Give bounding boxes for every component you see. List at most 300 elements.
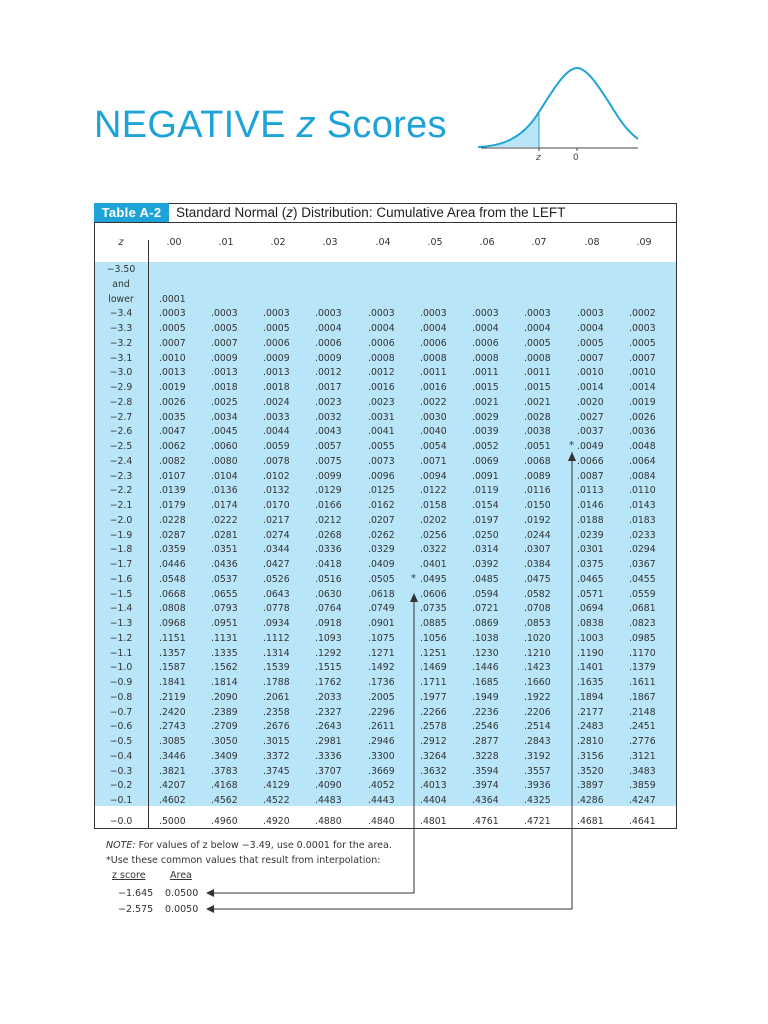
table-cell: .3050: [211, 736, 238, 747]
normal-curve-diagram: [478, 60, 638, 170]
table-cell: .0681: [629, 603, 656, 615]
table-cell: .0003: [211, 308, 238, 320]
column-header: .09: [636, 237, 652, 248]
table-cell: .0066: [577, 455, 604, 467]
table-cell: .0044: [263, 426, 290, 438]
table-cell: .0307: [524, 544, 551, 556]
table-cell: .0004: [577, 323, 604, 334]
interp-line: *Use these common values that result from interpolation:: [106, 855, 381, 866]
z-row-label: −3.4: [109, 308, 133, 320]
table-cell: .0548: [159, 573, 186, 585]
interp-z-2: −2.575: [118, 904, 154, 915]
table-cell: .0559: [629, 588, 656, 600]
table-cell: .2611: [368, 721, 395, 733]
column-header: .02: [270, 237, 286, 248]
table-cell: .0808: [159, 603, 186, 615]
table-cell: .0035: [159, 411, 186, 423]
table-cell: .0139: [159, 485, 186, 497]
z-row-label: −1.9: [109, 529, 133, 541]
column-header: .01: [218, 237, 234, 248]
table-cell: .0344: [263, 544, 290, 556]
note-text: For values of z below −3.49, use 0.0001 for the area.: [135, 840, 392, 851]
table-cell: .4286: [577, 795, 604, 806]
table-cell: .1210: [524, 647, 551, 659]
table-cell: .1020: [524, 632, 551, 644]
table-cell: .0104: [211, 470, 238, 482]
table-cell: .0183: [629, 514, 656, 526]
table-cell: .0262: [368, 529, 395, 541]
table-cell: .0051: [524, 441, 551, 452]
table-cell: .1814: [211, 677, 238, 688]
z-row-label: −2.7: [109, 411, 133, 423]
table-cell: .0006: [315, 337, 342, 349]
table-cell: .0008: [420, 352, 447, 364]
z-row-label: −1.7: [109, 559, 133, 570]
table-cell: .2981: [315, 736, 342, 747]
table-cell: .0015: [524, 382, 551, 393]
table-cell: .1003: [577, 632, 604, 644]
z-row-label: −2.3: [109, 470, 133, 482]
table-cell: .0005: [263, 323, 290, 334]
table-cell: .0132: [263, 485, 290, 497]
table-cell: .3446: [159, 750, 186, 762]
table-cell: .2005: [368, 691, 395, 703]
table-cell: .3632: [420, 765, 447, 777]
z-row-label: −2.1: [109, 500, 133, 511]
table-cell: .0007: [159, 337, 186, 349]
table-cell: .0107: [159, 470, 186, 482]
table-cell: .0099: [315, 470, 342, 482]
table-cell: .2843: [524, 736, 551, 747]
table-cell: .2327: [315, 706, 342, 718]
table-cell: .0049: [577, 441, 604, 452]
table-cell: .0060: [211, 441, 238, 452]
table-cell: .5000: [159, 815, 186, 827]
table-cell: .0027: [577, 411, 604, 423]
table-cell: .4325: [524, 795, 551, 806]
table-cell: .0032: [315, 411, 342, 423]
table-cell: .3974: [472, 780, 499, 792]
table-cell: .3264: [420, 750, 447, 762]
column-header-row: [94, 228, 677, 256]
table-cell: .4562: [211, 795, 238, 806]
table-cell: .0057: [315, 441, 342, 452]
table-cell: .0268: [315, 529, 342, 541]
table-cell: .0778: [263, 603, 290, 615]
z-row-label: −1.5: [109, 588, 133, 600]
table-cell: .0004: [315, 323, 342, 334]
table-cell: .0202: [420, 514, 447, 526]
table-cell: .3936: [524, 780, 551, 792]
table-cell: .0003: [524, 308, 551, 320]
table-cell: .0030: [420, 411, 447, 423]
table-caption: [176, 203, 565, 222]
table-cell: .0039: [472, 426, 499, 438]
table-cell: .0008: [368, 352, 395, 364]
interp-area-2: 0.0050: [165, 904, 199, 915]
table-cell: .2296: [368, 706, 395, 718]
table-cell: .0004: [368, 323, 395, 334]
table-cell: .2514: [524, 721, 551, 733]
table-cell: .0003: [159, 308, 186, 320]
z-row-label: −3.2: [109, 337, 133, 349]
table-cell: .0062: [159, 441, 186, 452]
table-cell: .2177: [577, 706, 604, 718]
table-cell: .1515: [315, 662, 342, 674]
table-cell: .0102: [263, 470, 290, 482]
table-cell: .4483: [315, 795, 342, 806]
table-cell: .0951: [211, 618, 238, 629]
table-cell: .0749: [368, 603, 395, 615]
table-cell: .0735: [420, 603, 447, 615]
table-cell: .0047: [159, 426, 186, 438]
table-cell: .2119: [159, 691, 186, 703]
table-cell: .0064: [629, 455, 656, 467]
table-cell: .0094: [420, 470, 447, 482]
z-row-label: −0.0: [109, 815, 133, 827]
table-cell: .1379: [629, 662, 656, 674]
table-cell: .0015: [472, 382, 499, 393]
table-cell: .0003: [315, 308, 342, 320]
table-cell: .0192: [524, 514, 551, 526]
table-cell: .0084: [629, 470, 656, 482]
table-cell: .4920: [263, 815, 290, 827]
table-cell: .0033: [263, 411, 290, 423]
z-row-label: −1.4: [109, 603, 133, 615]
table-cell: .3228: [472, 750, 499, 762]
z-row-label: −0.5: [109, 736, 133, 747]
table-cell: .4641: [629, 815, 656, 827]
table-cell: .0010: [577, 367, 604, 379]
table-cell: .2389: [211, 706, 238, 718]
table-cell: .3483: [629, 765, 656, 777]
table-cell: .0228: [159, 514, 186, 526]
z-row-label: −2.6: [109, 426, 133, 438]
table-cell: .0793: [211, 603, 238, 615]
table-title-bar: [94, 203, 677, 223]
table-cell: .0838: [577, 618, 604, 629]
table-cell: .0014: [577, 382, 604, 393]
table-cell: .0004: [472, 323, 499, 334]
table-cell: .0003: [368, 308, 395, 320]
table-cell: .3409: [211, 750, 238, 762]
z-row-label: −0.4: [109, 750, 133, 762]
table-cell: .0853: [524, 618, 551, 629]
table-cell: .0059: [263, 441, 290, 452]
table-cell: .0150: [524, 500, 551, 511]
table-cell: .0110: [629, 485, 656, 497]
table-cell: .0136: [211, 485, 238, 497]
page-title: [94, 104, 447, 147]
table-cell: .0003: [263, 308, 290, 320]
table-cell: .2266: [420, 706, 447, 718]
z-row-label: −0.1: [109, 795, 133, 806]
table-cell: .0351: [211, 544, 238, 556]
table-cell: .0023: [315, 396, 342, 408]
table-cell: .3707: [315, 765, 342, 777]
table-cell: .0495: [420, 573, 447, 585]
table-cell: .3300: [368, 750, 395, 762]
table-cell: .0019: [629, 396, 656, 408]
table-cell: .0329: [368, 544, 395, 556]
table-cell: .0418: [315, 559, 342, 570]
table-cell: .1894: [577, 691, 604, 703]
table-cell: .0003: [629, 323, 656, 334]
table-cell: .0179: [159, 500, 186, 511]
table-cell: .0516: [315, 573, 342, 585]
table-cell: .0016: [420, 382, 447, 393]
table-cell: .1977: [420, 691, 447, 703]
table-cell: .1112: [263, 632, 290, 644]
table-cell: .0031: [368, 411, 395, 423]
table-cell: .3520: [577, 765, 604, 777]
table-cell: .0052: [472, 441, 499, 452]
table-cell: .1335: [211, 647, 238, 659]
table-cell: .0618: [368, 588, 395, 600]
table-cell: .0918: [315, 618, 342, 629]
table-cell: .3015: [263, 736, 290, 747]
table-cell: .0655: [211, 588, 238, 600]
table-cell: .1271: [368, 647, 395, 659]
table-cell: .0436: [211, 559, 238, 570]
table-cell: .4404: [420, 795, 447, 806]
table-cell: .0006: [368, 337, 395, 349]
table-cell: .2206: [524, 706, 551, 718]
table-cell: .0008: [524, 352, 551, 364]
table-cell: .0129: [315, 485, 342, 497]
table-cell: .0018: [263, 382, 290, 393]
table-cell: .4681: [577, 815, 604, 827]
table-cell: .0287: [159, 529, 186, 541]
z-row-label: −3.3: [109, 323, 133, 334]
table-cell: .0721: [472, 603, 499, 615]
table-cell: .1736: [368, 677, 395, 688]
table-cell: .0010: [629, 367, 656, 379]
table-cell: .0162: [368, 500, 395, 511]
column-header: .07: [531, 237, 547, 248]
table-cell: .1093: [315, 632, 342, 644]
table-cell: .0367: [629, 559, 656, 570]
table-cell: .0011: [524, 367, 551, 379]
table-cell: .0125: [368, 485, 395, 497]
table-cell: .1660: [524, 677, 551, 688]
table-cell: .0091: [472, 470, 499, 482]
table-cell: .0018: [211, 382, 238, 393]
table-cell: .0384: [524, 559, 551, 570]
table-cell: .1762: [315, 677, 342, 688]
table-cell: .0146: [577, 500, 604, 511]
z-row-label: −2.5: [109, 441, 133, 452]
table-cell: .0485: [472, 573, 499, 585]
z-row-label: −1.3: [109, 618, 133, 629]
table-cell: .0505: [368, 573, 395, 585]
table-cell: .1075: [368, 632, 395, 644]
table-cell: .0217: [263, 514, 290, 526]
table-cell: .1469: [420, 662, 447, 674]
table-cell: .0174: [211, 500, 238, 511]
table-cell: .4721: [524, 815, 551, 827]
z-row-label: −2.9: [109, 382, 133, 393]
table-cell: .0008: [472, 352, 499, 364]
table-cell: .1788: [263, 677, 290, 688]
table-cell: .1841: [159, 677, 186, 688]
table-cell: .0096: [368, 470, 395, 482]
interp-header-area: Area: [170, 870, 192, 881]
table-cell: .0036: [629, 426, 656, 438]
z-row-label: −1.6: [109, 573, 133, 585]
table-cell: .0017: [315, 382, 342, 393]
table-cell: .0119: [472, 485, 499, 497]
table-cell: .2676: [263, 721, 290, 733]
table-cell: .0166: [315, 500, 342, 511]
table-cell: .0708: [524, 603, 551, 615]
curve-zero-label: 0: [573, 153, 579, 163]
table-cell: .4364: [472, 795, 499, 806]
table-cell: .0020: [577, 396, 604, 408]
table-cell: .1492: [368, 662, 395, 674]
table-cell: .3594: [472, 765, 499, 777]
table-cell: .0080: [211, 455, 238, 467]
column-header: .03: [322, 237, 338, 248]
interpolation-asterisk: *: [411, 572, 416, 584]
table-cell: .0009: [263, 352, 290, 364]
table-cell: .0040: [420, 426, 447, 438]
table-cell: .0075: [315, 455, 342, 467]
note-label: NOTE:: [106, 840, 136, 851]
table-cell: .0012: [368, 367, 395, 379]
table-cell: .0045: [211, 426, 238, 438]
table-cell: .0006: [472, 337, 499, 349]
table-cell: .0869: [472, 618, 499, 629]
caption-pre: Standard Normal (: [176, 205, 287, 220]
table-cell: .0537: [211, 573, 238, 585]
table-cell: .0427: [263, 559, 290, 570]
table-cell: .0013: [159, 367, 186, 379]
table-cell: .0116: [524, 485, 551, 497]
table-cell: .3192: [524, 750, 551, 762]
table-cell: .0087: [577, 470, 604, 482]
table-cell: .2578: [420, 721, 447, 733]
table-cell: .1562: [211, 662, 238, 674]
table-cell: .0019: [159, 382, 186, 393]
table-cell: .0069: [472, 455, 499, 467]
title-main: NEGATIVE: [94, 104, 286, 146]
z-row-label: −2.2: [109, 485, 133, 497]
table-cell: .3783: [211, 765, 238, 777]
table-cell: .0016: [368, 382, 395, 393]
table-cell: .0078: [263, 455, 290, 467]
table-cell: .4522: [263, 795, 290, 806]
z-row-label: −0.2: [109, 780, 133, 792]
title-z: z: [296, 104, 316, 146]
table-cell: .0188: [577, 514, 604, 526]
table-cell: .0006: [420, 337, 447, 349]
table-notes: [106, 838, 392, 868]
table-cell: .0170: [263, 500, 290, 511]
table-cell: .0011: [472, 367, 499, 379]
table-cell: .0038: [524, 426, 551, 438]
interp-z-1: −1.645: [118, 888, 154, 899]
table-cell: .0028: [524, 411, 551, 423]
table-cell: .1190: [577, 647, 604, 659]
table-cell: .4247: [629, 795, 656, 806]
table-cell: .1056: [420, 632, 447, 644]
table-cell: .2643: [315, 721, 342, 733]
table-cell: .0968: [159, 618, 186, 629]
table-cell: .0446: [159, 559, 186, 570]
table-cell: .0055: [368, 441, 395, 452]
table-cell: .3121: [629, 750, 656, 762]
table-cell: .4960: [211, 815, 238, 827]
table-cell: .2776: [629, 736, 656, 747]
table-cell: .2483: [577, 721, 604, 733]
table-cell: .0409: [368, 559, 395, 570]
z-row-label: −2.4: [109, 455, 133, 467]
table-cell: .1539: [263, 662, 290, 674]
table-cell: .0143: [629, 500, 656, 511]
z-row-label: −0.6: [109, 721, 133, 733]
table-cell: .1423: [524, 662, 551, 674]
table-cell: .1292: [315, 647, 342, 659]
table-cell: .0010: [159, 352, 186, 364]
table-cell: .0002: [629, 308, 656, 320]
table-cell: .0009: [211, 352, 238, 364]
table-cell: .1170: [629, 647, 656, 659]
table-cell: .0026: [159, 396, 186, 408]
shaded-left-area: [478, 112, 539, 147]
table-cell: .2148: [629, 706, 656, 718]
table-cell: .0004: [420, 323, 447, 334]
table-cell: .0375: [577, 559, 604, 570]
table-cell: .2877: [472, 736, 499, 747]
z-row-label: −2.8: [109, 396, 133, 408]
z-row-label: −1.8: [109, 544, 133, 556]
table-cell: .0901: [368, 618, 395, 629]
table-cell: .0571: [577, 588, 604, 600]
table-cell: .0630: [315, 588, 342, 600]
table-cell: .0034: [211, 411, 238, 423]
table-cell: .0113: [577, 485, 604, 497]
table-cell: .0007: [577, 352, 604, 364]
z-row-label: −1.1: [109, 647, 133, 659]
table-cell: .0281: [211, 529, 238, 541]
table-cell: .0233: [629, 529, 656, 541]
z-row-label: −0.7: [109, 706, 133, 718]
table-cell: .0694: [577, 603, 604, 615]
interpolation-asterisk: *: [569, 440, 574, 451]
table-cell: .0336: [315, 544, 342, 556]
table-cell: .1446: [472, 662, 499, 674]
table-cell: .2236: [472, 706, 499, 718]
table-cell: .4168: [211, 780, 238, 792]
table-cell: .0239: [577, 529, 604, 541]
table-cell: .0082: [159, 455, 186, 467]
title-rest: Scores: [326, 104, 447, 146]
table-cell: .4761: [472, 815, 499, 827]
table-cell: .4090: [315, 780, 342, 792]
z-row-label: −2.0: [109, 514, 133, 526]
table-cell: .0222: [211, 514, 238, 526]
table-cell: .1357: [159, 647, 186, 659]
table-cell: .0007: [211, 337, 238, 349]
caption-post: ) Distribution: Cumulative Area from the LEFT: [293, 205, 566, 220]
table-cell: .1867: [629, 691, 656, 703]
first-row-value: .0001: [159, 293, 186, 305]
table-cell: .0005: [524, 337, 551, 349]
table-cell: .1151: [159, 632, 186, 644]
table-cell: .0021: [472, 396, 499, 408]
table-cell: .2420: [159, 706, 186, 718]
